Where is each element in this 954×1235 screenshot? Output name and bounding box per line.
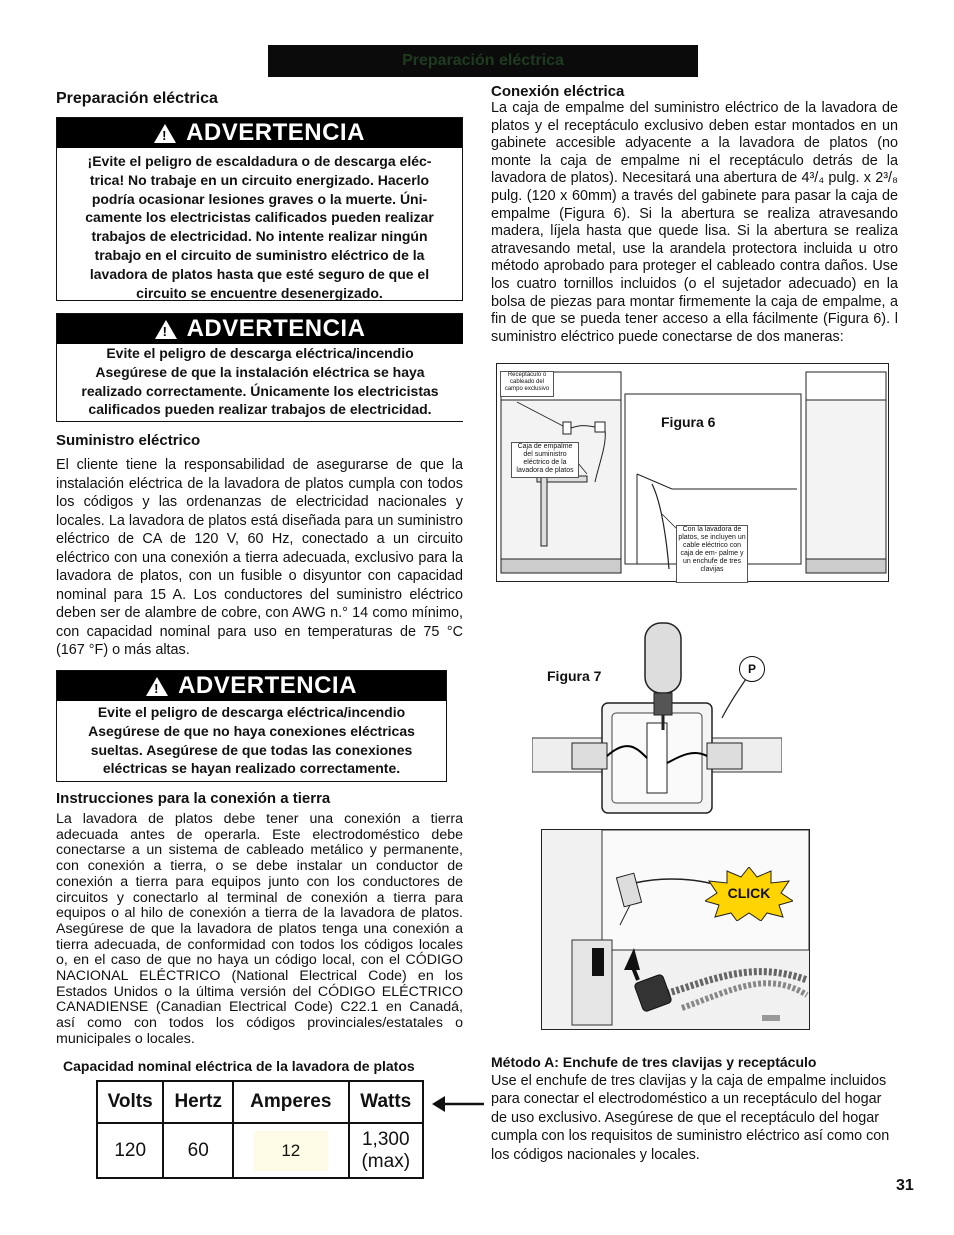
supply-heading: Suministro eléctrico: [56, 432, 201, 449]
supply-paragraph: El cliente tiene la responsabilidad de asegurarse de que la instalación eléctrica de la lavadora de platos cumpla con todos los códigos y las ordenanzas de electricidad nacionales y locales. La lavadora de platos está diseñada para un suministro eléctrico de CA de 120 V, 60 Hz, conectado a un circuito eléctrico con una conexión a tierra adecuada, exclusivo para la lavadora de platos, con un fusible o disyuntor con capacidad nominal para 15 A. Los conductores del suministro eléctrico deben ser de alambre de cobre, con AWG n.° 14 como mínimo, con capacidad nominal para uso en temperaturas de 75 °C (167 °F) o más altas.: [56, 457, 463, 658]
watts-value: 1,300: [361, 1128, 410, 1150]
warning-body: [57, 701, 446, 780]
header-amperes: Amperes: [233, 1081, 348, 1123]
warning-line: trica! No trabaje en un circuito energizado. Hacerlo: [89, 171, 430, 188]
warning-body: [57, 344, 463, 419]
warning-triangle-icon: !: [154, 124, 176, 143]
warning-line: calificados pueden realizar trabajos de electricidad.: [88, 401, 432, 418]
warning-line: camente los electricistas calificados pueden realizar: [85, 209, 434, 226]
warning-line: Evite el peligro de descarga eléctrica/incendio: [97, 704, 406, 720]
header-volts: Volts: [97, 1081, 163, 1123]
warning-line: trabajo en el circuito de suministro eléctrico de la: [94, 246, 425, 263]
warning-header: [57, 314, 463, 344]
amperes-value: 12: [254, 1131, 328, 1171]
warning-title: ADVERTENCIA: [186, 119, 365, 146]
callout-junction-box: Caja de empalme del suministro eléctrico de la lavadora de platos: [511, 442, 579, 478]
warning-line: lavadora de platos hasta que esté seguro de que el: [89, 265, 430, 282]
warning-triangle-icon: !: [155, 320, 177, 339]
figure-plug-illustration: [541, 829, 810, 1030]
marker-p: P: [739, 656, 765, 682]
warning-line: Evite el peligro de descarga eléctrica/incendio: [106, 345, 414, 361]
method-paragraph: Use el enchufe de tres clavijas y la caja de empalme incluidos para conectar el electrodoméstico a un receptáculo del hogar de uso exclusivo. Asegúrese de que el receptáculo del hogar cumpla con los requisitos de suministro eléctrico así como con los códigos nacionales y locales.: [491, 1073, 890, 1163]
value-amperes: [233, 1123, 348, 1178]
ground-paragraph: La lavadora de platos debe tener una conexión a tierra adecuada antes de operarla. Este electrodoméstico debe conectarse a un sistema de cableado metálico y permanente, con conexión a tierra, o se debe instalar un conductor de conexión a tierra para equipos junto con los conductores de circuitos y conectarlo al terminal de conexión a tierra para equipos o al hilo de conexión a tierra de la lavadora de platos. Asegúrese de que la lavadora de platos tenga una conexión a tierra adecuada, de conformidad con todos los códigos locales o, en el caso de que no haya un código local, con el CÓDIGO NACIONAL ELÉCTRICO (National Electrical Code) en los Estados Unidos o la última versión del CÓDIGO ELÉCTRICO CANADIENSE (Canadian Electrical Code) C22.1 en Canadá, así como con todos los códigos provinciales/estatales o municipales o locales.: [56, 811, 463, 1047]
warning-line: ¡Evite el peligro de escaldadura o de descarga eléc-: [87, 153, 432, 169]
warning-line: trabajos de electricidad. No intente realizar ningún: [91, 228, 428, 245]
warning-triangle-icon: !: [146, 677, 168, 696]
click-label: CLICK: [727, 885, 771, 901]
ground-heading: Instrucciones para la conexión a tierra: [56, 790, 331, 807]
warning-line: Asegúrese de que la instalación eléctrica se haya: [95, 363, 425, 380]
warning-title: ADVERTENCIA: [178, 672, 357, 699]
watts-max: (max): [361, 1150, 411, 1172]
warning-line: eléctricas se hayan realizado correctamente.: [102, 760, 401, 777]
callout-cable: Con la lavadora de platos, se incluyen un cable eléctrico con caja de em- palme y un enchufe de tres clavijas: [676, 525, 748, 583]
warning-box-2: [56, 313, 463, 422]
figure-6: [496, 363, 889, 582]
connection-paragraph: La caja de empalme del suministro eléctrico de la lavadora de platos y el receptáculo exclusivo deben estar montados en un gabinete accesible adyacente a la lavadora de platos (no monte la caja de empalme ni el receptáculo detrás de la lavadora de platos). Necesitará una abertura de 4³/₄ pulg. x 2³/₈ pulg. (120 x 60mm) a través del gabinete para pasar la caja de empalme (Figura 6). Si la abertura se realiza atravesando madera, líjela hasta que quede lisa. Si la abertura se realiza atravesando metal, use la arandela protectora incluida u otro método aprobado para proteger el cableado contra daños. Use los cuatro tornillos incluidos (o el sujetador adecuado) en la bolsa de piezas para montar firmemente la caja de empalme, a fin de que se pueda tener acceso a ella fácilmente (Figura 6). l suministro eléctrico puede conectarse de dos maneras:: [491, 100, 898, 345]
warning-line: Asegúrese de que no haya conexiones eléctricas: [88, 722, 415, 739]
warning-box-1: [56, 117, 463, 301]
section-heading: Preparación eléctrica: [56, 90, 218, 107]
warning-header: [57, 118, 462, 148]
rating-table: [96, 1080, 424, 1179]
connection-heading: Conexión eléctrica: [491, 83, 625, 100]
warning-line: realizado correctamente. Únicamente los electricistas: [81, 382, 439, 399]
section-banner: Preparación eléctrica: [268, 45, 698, 77]
figure-7-label: Figura 7: [547, 668, 602, 684]
value-volts: 120: [97, 1123, 163, 1178]
arrow-left-icon: [432, 1093, 486, 1115]
warning-box-3: [56, 670, 447, 782]
figure-6-label: Figura 6: [661, 414, 716, 430]
table-caption: Capacidad nominal eléctrica de la lavadora de platos: [63, 1058, 415, 1074]
method-heading: Método A: Enchufe de tres clavijas y receptáculo: [491, 1054, 817, 1070]
header-hertz: Hertz: [163, 1081, 233, 1123]
warning-body: [57, 148, 462, 304]
warning-line: sueltas. Asegúrese de que todas las conexiones: [90, 741, 413, 758]
callout-receptacle: Receptáculo o cableado del campo exclusivo: [500, 371, 554, 397]
value-watts: [349, 1123, 423, 1178]
warning-line: podría ocasionar lesiones graves o la muerte. Úni-: [91, 190, 428, 207]
page-number: 31: [896, 1177, 914, 1194]
value-hertz: 60: [163, 1123, 233, 1178]
figure-7-junction-box: [532, 618, 782, 816]
plug-drawing: [542, 830, 809, 1029]
warning-line: circuito se encuentre desenergizado.: [136, 284, 383, 301]
warning-header: [57, 671, 446, 701]
warning-title: ADVERTENCIA: [186, 315, 366, 342]
header-watts: Watts: [349, 1081, 423, 1123]
